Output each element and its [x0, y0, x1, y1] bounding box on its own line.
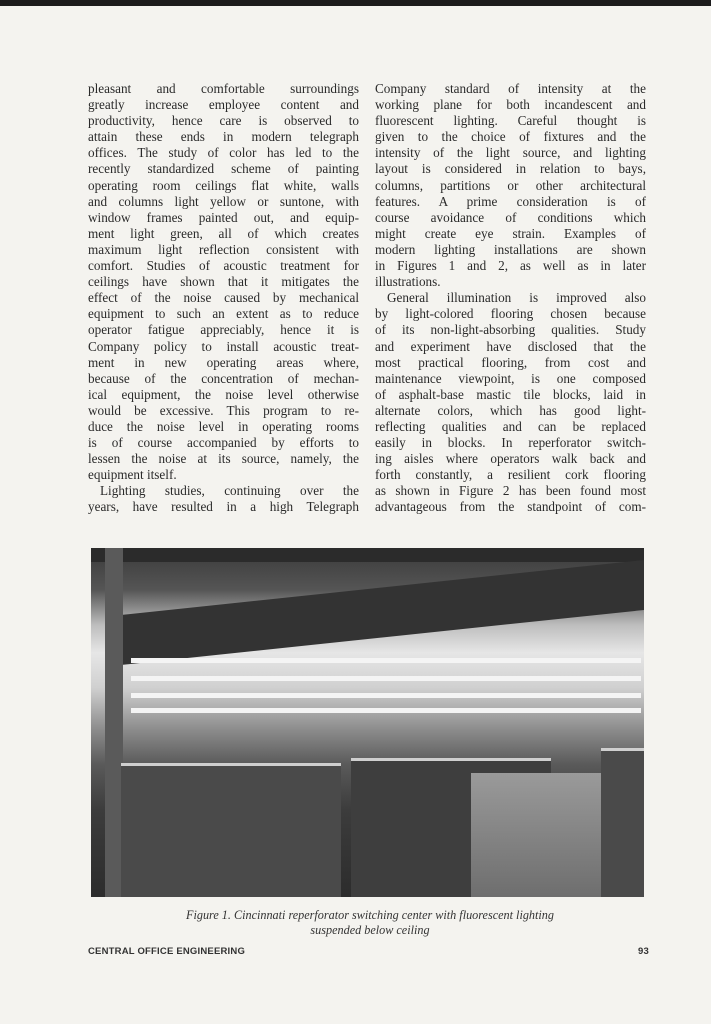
text-line: forth constantly, a resilient cork flooring: [375, 467, 646, 483]
figure-caption: [100, 908, 640, 938]
text-line: columns, partitions or other architectural: [375, 177, 646, 193]
text-line: operator fatigue appreciably, hence it is: [88, 322, 359, 338]
text-line: layout is considered in relation to bays,: [375, 161, 646, 177]
figure-1-photo: [91, 548, 644, 897]
text-line: offices. The study of color has led to the: [88, 145, 359, 161]
text-line: ment in new operating areas where,: [88, 354, 359, 370]
text-line: and columns light yellow or suntone, with: [88, 193, 359, 209]
text-line: of its non-light-absorbing qualities. Study: [375, 322, 646, 338]
text-line: would be excessive. This program to re-: [88, 402, 359, 418]
text-line: illustrations.: [375, 274, 441, 290]
text-line: by light-colored flooring chosen because: [375, 306, 646, 322]
text-line: effect of the noise caused by mechanical: [88, 290, 359, 306]
caption-line-2: suspended below ceiling: [310, 923, 430, 937]
text-line: equipment to such an extent as to reduce: [88, 306, 359, 322]
text-line: equipment itself.: [88, 467, 177, 483]
page-number: 93: [638, 946, 649, 957]
text-line: Company standard of intensity at the: [375, 81, 646, 96]
text-line: ical equipment, the noise level otherwise: [88, 386, 359, 402]
text-line: working plane for both incandescent and: [375, 97, 646, 113]
text-line: in Figures 1 and 2, as well as in later: [375, 258, 646, 274]
text-line: recently standardized scheme of painting: [88, 161, 359, 177]
text-line: easily in blocks. In reperforator switch-: [375, 435, 646, 451]
text-line: pleasant and comfortable surroundings: [88, 81, 359, 96]
text-line: given to the choice of fixtures and the: [375, 129, 646, 145]
text-line: most practical flooring, from cost and: [375, 354, 646, 370]
text-line: attain these ends in modern telegraph: [88, 129, 359, 145]
text-line: alternate colors, which has good light-: [375, 402, 646, 418]
text-line: years, have resulted in a high Telegraph: [88, 499, 359, 515]
text-line: modern lighting installations are shown: [375, 241, 646, 257]
text-line: reflecting qualities and can be replaced: [375, 418, 646, 434]
text-line: as shown in Figure 2 has been found most: [375, 483, 646, 499]
text-line: ceilings have shown that it mitigates the: [88, 274, 359, 290]
text-line: fluorescent lighting. Careful thought is: [375, 113, 646, 129]
journal-title: CENTRAL OFFICE ENGINEERING: [88, 946, 246, 957]
text-line: greatly increase employee content and: [88, 97, 359, 113]
text-line: duce the noise level in operating rooms: [88, 418, 359, 434]
text-line: ing aisles where operators walk back and: [375, 451, 646, 467]
text-line: features. A prime consideration is of: [375, 193, 646, 209]
text-line: ment light green, all of which creates: [88, 225, 359, 241]
text-line: General illumination is improved also: [387, 290, 646, 306]
text-line: might create eye strain. Examples of: [375, 225, 646, 241]
text-line: operating room ceilings flat white, walls: [88, 177, 359, 193]
text-line: course avoidance of conditions which: [375, 209, 646, 225]
text-line: maintenance viewpoint, is one composed: [375, 370, 646, 386]
text-line: because of the concentration of mechan-: [88, 370, 359, 386]
text-line: of asphalt-base mastic tile blocks, laid in: [375, 386, 646, 402]
text-line: intensity of the light source, and lighting: [375, 145, 646, 161]
text-line: lessen the noise at its source, namely, the: [88, 451, 359, 467]
text-line: maximum light reflection consistent with: [88, 241, 359, 257]
right-text-column: [375, 81, 646, 516]
text-line: is of course accompanied by efforts to: [88, 435, 359, 451]
text-line: advantageous from the standpoint of com-: [375, 499, 646, 515]
left-text-column: [88, 81, 359, 516]
text-line: Lighting studies, continuing over the: [100, 483, 359, 499]
text-line: window frames painted out, and equip-: [88, 209, 359, 225]
scan-edge: [0, 0, 711, 6]
text-line: comfort. Studies of acoustic treatment for: [88, 258, 359, 274]
caption-line-1: Figure 1. Cincinnati reperforator switching center with fluorescent lighting: [186, 908, 554, 922]
text-line: and experiment have disclosed that the: [375, 338, 646, 354]
text-line: productivity, hence care is observed to: [88, 113, 359, 129]
text-line: Company policy to install acoustic treat-: [88, 338, 359, 354]
